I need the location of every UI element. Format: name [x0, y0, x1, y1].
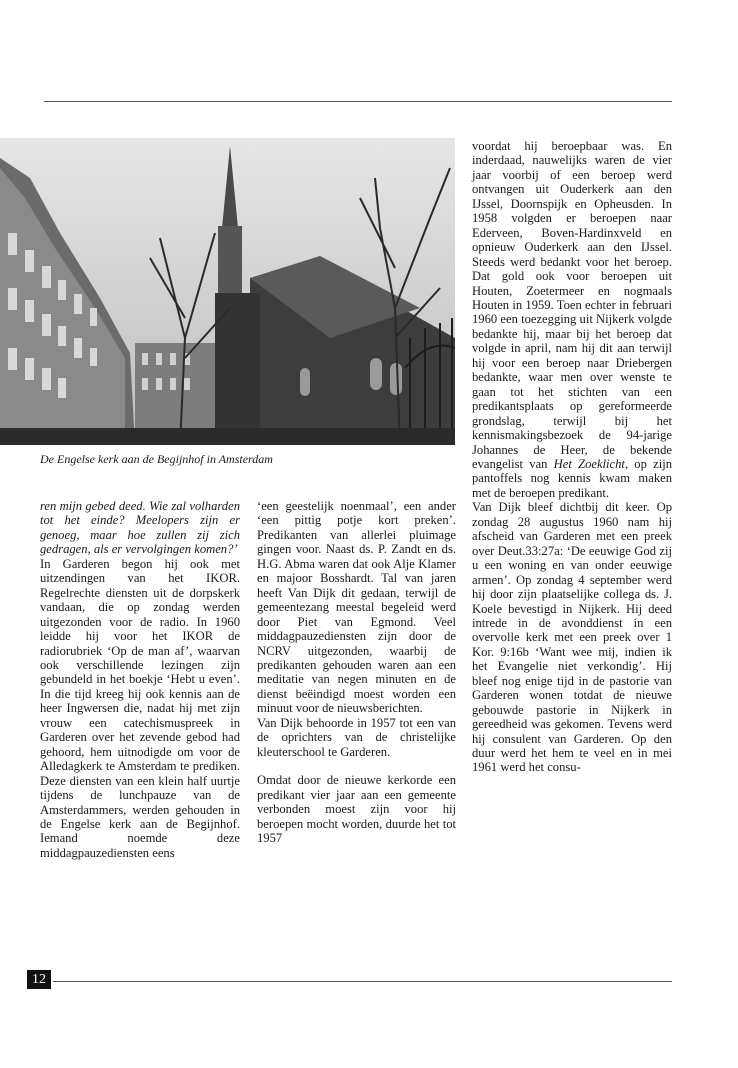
book-title: Het Zoeklicht	[553, 456, 625, 471]
paragraph: ren mijn gebed deed. Wie zal volharden tot het einde? Meelopers zijn er genoeg, maar hoe zullen zij zich gedragen, als er vervolgingen komen?’	[40, 499, 240, 557]
paragraph	[472, 139, 672, 500]
text-run: , op zijn pantoffels nog kennis kwam maken met de beroepen predikant.	[472, 456, 672, 500]
text-column-2	[257, 499, 456, 845]
paragraph: In Garderen begon hij ook met uitzendingen van het IKOR. Regelrechte diensten uit de dorpskerk vandaan, die op zondag werden uitgezonden voor de radio. In 1960 leidde hij voor het IKOR de radiorubriek ‘Op de man af’, waarvan ook verschillende lezingen zijn gebundeld in het boekje ‘Hebt u even’. In die tijd kreeg hij ook kennis aan de heer Ingwersen die, nadat hij met zijn vrouw een catechismuspreek in Garderen over het zevende gebod had gehoord, hem uitnodigde om voor de Alledagkerk te Amsterdam te prediken. Deze diensten van een klein half uurtje tijdens de lunchpauze van de Amsterdammers, werden gehouden in de Engelse kerk aan de Begijnhof. Iemand noemde deze middagpauzediensten eens	[40, 556, 240, 860]
text-column-1	[40, 499, 240, 860]
paragraph: Omdat door de nieuwe kerkorde een predikant vier jaar aan een gemeente verbonden moest zijn voor hij beroepen mocht worden, duurde het tot 1957	[257, 773, 456, 845]
text-column-3	[472, 139, 672, 775]
church-photo-illustration	[0, 138, 455, 445]
photo-caption: De Engelse kerk aan de Begijnhof in Amsterdam	[40, 452, 273, 466]
top-rule	[44, 101, 672, 102]
paragraph: ‘een geestelijk noenmaal’, een ander ‘een pittig potje kort preken’. Predikanten van allerlei pluimage gingen voor. Naast ds. P. Zandt en ds. H.G. Abma waren dat ook Alje Klamer en majoor Bosshardt. Tal van jaren heeft Van Dijk dit gedaan, terwijl de gemeentezang meestal begeleid werd door Piet van Egmond. Veel middagpauzediensten zijn door de NCRV uitgezonden, waarbij de predikanten gehouden waren aan een meditatie van negen minuten en de dienst beëindigd moest worden een minuut voor de nieuwsberichten.	[257, 499, 456, 716]
page-number: 12	[27, 970, 51, 989]
church-photo	[0, 138, 455, 445]
paragraph: Van Dijk bleef dichtbij dit keer. Op zondag 28 augustus 1960 nam hij afscheid van Garderen met een preek over Deut.33:27a: ‘De eeuwige God zij u een woning en van onder eeuwige armen’. Op zondag 4 september werd hij door zijn plaatselijke collega ds. J. Koele bevestigd in Nijkerk. Hij deed intrede in de avonddienst in een overvolle kerk met een preek over 1 Kor. 9:16b ‘Want wee mij, indien ik het Evangelie niet verkondig’. Hij bleef nog enige tijd in de pastorie van Garderen wonen totdat de nieuwe gebouwde pastorie in Nijkerk in gereedheid was gekomen. Tevens werd hij consulent van Garderen. Op den duur werd het hem te veel en in mei 1961 werd het consu-	[472, 500, 672, 775]
paragraph: Van Dijk behoorde in 1957 tot een van de oprichters van de christelijke kleuterschool te Garderen.	[257, 715, 456, 759]
text-run: voordat hij beroepbaar was. En inderdaad, nauwelijks waren de vier jaar voorbij of een beroep werd ontvangen uit Ouderkerk aan den IJssel, Doornspijk en Opheusden. In 1958 volgden er beroepen naar Ederveen, Boven-Hardinxveld en opnieuw Ouderkerk aan den IJssel. Steeds werd bedankt voor het beroep. Dat gold ook voor beroepen uit Houten, Zoetermeer en nogmaals Houten in 1959. Toen echter in februari 1960 een toezegging uit Nijkerk volgde bedankte hij, maar bij het beroep dat volgde in april, nam hij dit aan terwijl hij voor een beroep naar Driebergen bedankte, waar men over wenste te gaan tot het stichten van een predikantsplaats op gereformeerde grondslag, terwijl bij het kennismakingsbezoek de 94-jarige Johannes de Heer, de bekende evangelist van	[472, 139, 672, 471]
bottom-rule	[53, 981, 672, 982]
